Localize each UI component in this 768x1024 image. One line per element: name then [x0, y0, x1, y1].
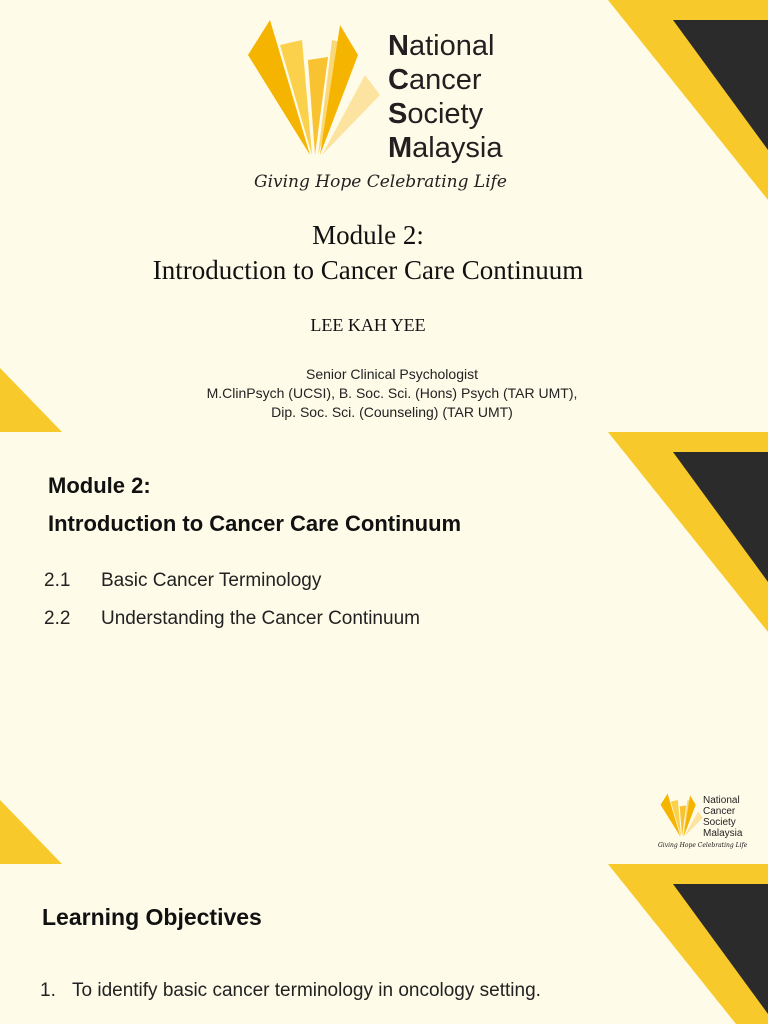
logo-line-malaysia: Malaysia: [388, 132, 503, 164]
title-line-1: Module 2:: [312, 220, 424, 250]
author-credentials: [0, 365, 768, 422]
topic-list: [44, 570, 420, 646]
corner-decoration: [608, 0, 768, 200]
credential-line-2: Dip. Soc. Sci. (Counseling) (TAR UMT): [271, 404, 513, 420]
module-overview-slide: [0, 432, 768, 864]
logo-line-society: Society: [703, 817, 736, 828]
slide-heading: Learning Objectives: [42, 904, 262, 930]
ncsm-logo: [240, 15, 540, 200]
list-item: [40, 980, 541, 1014]
list-item: [44, 608, 420, 646]
author-name: LEE KAH YEE: [310, 315, 426, 335]
logo-fan-icon: [240, 15, 390, 165]
logo-line-national: National: [703, 795, 740, 806]
author-role: Senior Clinical Psychologist: [306, 366, 478, 382]
item-number: 2.2: [44, 608, 71, 629]
credential-line-1: M.ClinPsych (UCSI), B. Soc. Sci. (Hons) Psych (TAR UMT),: [206, 385, 578, 401]
ncsm-logo-small: [658, 792, 758, 854]
item-text: To identify basic cancer terminology in oncology setting.: [72, 980, 541, 1001]
title-line-2: Introduction to Cancer Care Continuum: [152, 255, 584, 285]
item-text: Understanding the Cancer Continuum: [101, 608, 420, 629]
item-text: Basic Cancer Terminology: [101, 570, 322, 591]
heading-line-1: Module 2:: [48, 473, 151, 498]
logo-tagline-small: Giving Hope Celebrating Life: [658, 842, 748, 849]
logo-line-cancer: Cancer: [703, 806, 736, 817]
logo-line-cancer: Cancer: [388, 64, 482, 96]
list-item: [44, 570, 420, 608]
learning-objectives-slide: [0, 864, 768, 1024]
item-number: 1.: [40, 980, 56, 1001]
slide-title: [0, 218, 736, 288]
title-slide: [0, 0, 768, 432]
corner-decoration: [608, 864, 768, 1024]
logo-line-malaysia: Malaysia: [703, 828, 743, 839]
corner-decoration: [608, 432, 768, 632]
logo-fan-icon: [658, 792, 706, 840]
slide-heading: [48, 467, 461, 543]
logo-text-small: [703, 795, 742, 839]
objective-list: [40, 980, 541, 1014]
item-number: 2.1: [44, 570, 71, 591]
logo-line-national: National: [388, 30, 495, 62]
logo-line-society: Society: [388, 98, 484, 130]
heading-line-2: Introduction to Cancer Care Continuum: [48, 511, 462, 536]
logo-tagline: Giving Hope Celebrating Life: [254, 172, 507, 192]
logo-text: [388, 29, 502, 165]
left-decoration: [0, 800, 62, 864]
